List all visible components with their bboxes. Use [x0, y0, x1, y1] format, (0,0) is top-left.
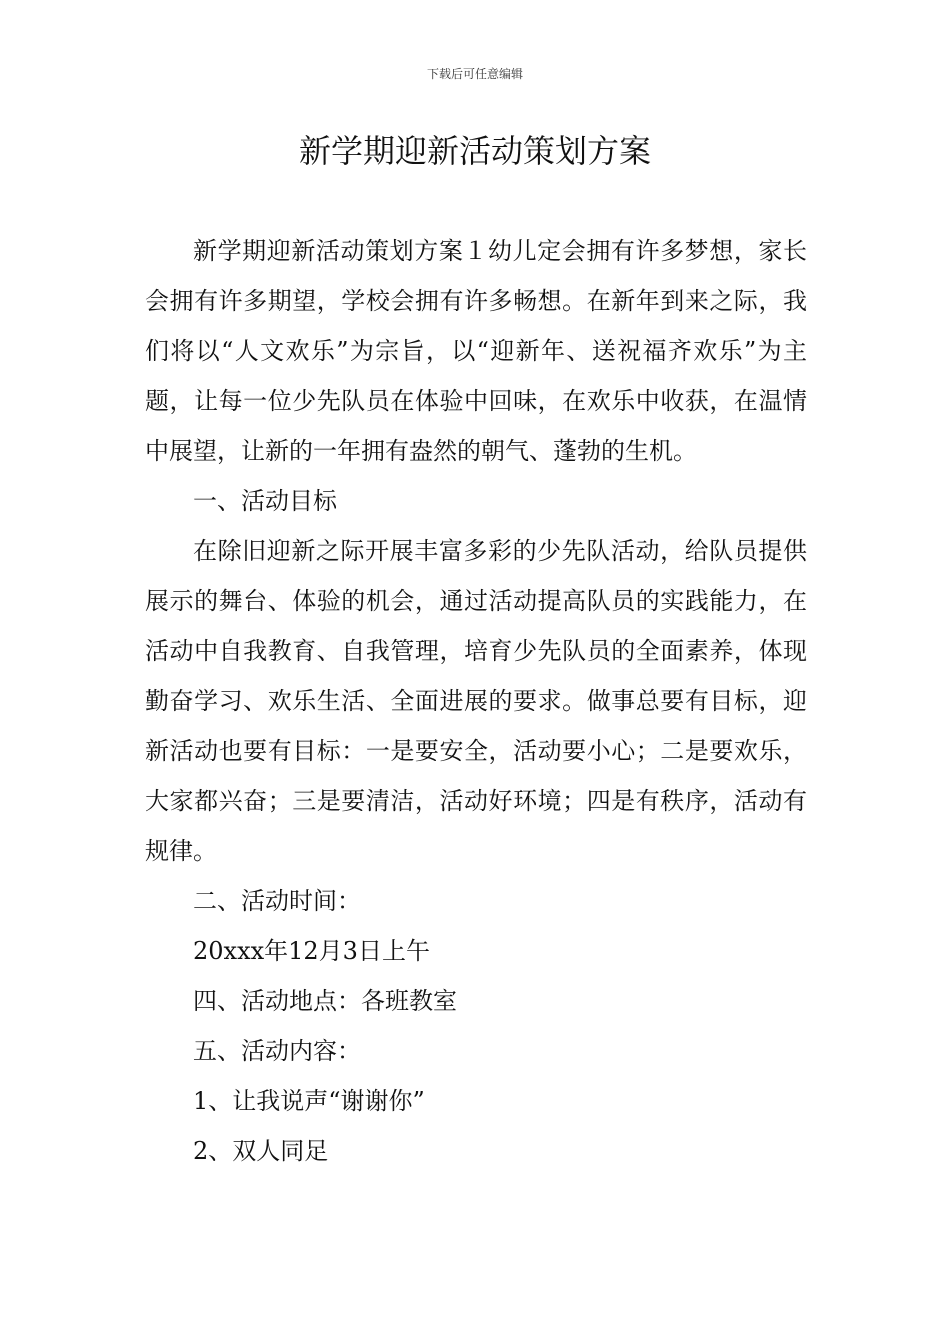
page-header-note: 下载后可任意编辑: [426, 67, 523, 81]
section-heading-content: 五、活动内容：: [193, 1037, 361, 1065]
paragraph-goals: 在除旧迎新之际开展丰富多彩的少先队活动，给队员提供展示的舞台、体验的机会，通过活动提高队员的实践能力，在活动中自我教育、自我管理，培育少先队员的全面素养，体现勤奋学习、欢乐生活、全面进展的要求。做事总要有目标，迎新活动也要有目标：一是要安全，活动要小心；二是要欢乐，大家都兴奋；三是要清洁，活动好环境；四是有秩序，活动有规律。: [145, 537, 807, 865]
section-heading-goals: 一、活动目标: [193, 487, 337, 515]
list-item-activity-2: 2、双人同足: [193, 1137, 329, 1165]
document-body: [145, 226, 807, 1176]
section-heading-time: 二、活动时间：: [193, 887, 361, 915]
document-title: 新学期迎新活动策划方案: [298, 132, 651, 170]
list-item-activity-1: 1、让我说声“谢谢你”: [193, 1087, 425, 1115]
paragraph-time-value: 20xxx年12月3日上午: [193, 937, 430, 965]
section-heading-location: 四、活动地点：各班教室: [193, 987, 457, 1015]
paragraph-intro: 新学期迎新活动策划方案１幼儿定会拥有许多梦想，家长会拥有许多期望，学校会拥有许多畅想。在新年到来之际，我们将以“人文欢乐”为宗旨，以“迎新年、送祝福齐欢乐”为主题，让每一位少先队员在体验中回味，在欢乐中收获，在温情中展望，让新的一年拥有盎然的朝气、蓬勃的生机。: [145, 237, 807, 465]
